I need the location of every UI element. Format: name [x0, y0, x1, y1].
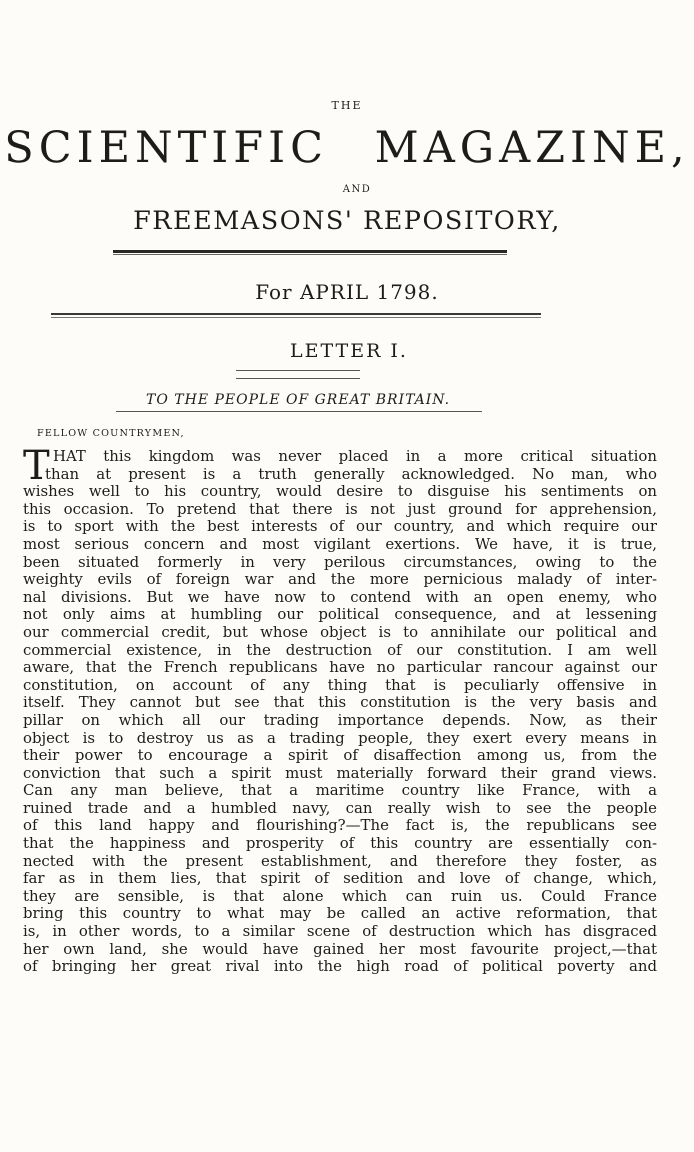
masthead-the: THE: [331, 99, 363, 112]
body-line: ruined trade and a humbled navy, can really wish to see the people: [23, 798, 657, 817]
address-rule: [116, 411, 482, 412]
body-line: object is to destroy us as a trading people, they exert every means in: [23, 728, 657, 747]
body-line: is to sport with the best interests of our country, and which require our: [23, 517, 657, 536]
body-line: conviction that such a spirit must materially forward their grand views.: [23, 763, 657, 782]
issue-prefix: For: [255, 280, 293, 304]
masthead-and: AND: [342, 184, 372, 195]
body-line: bring this country to what may be called an active reformation, that: [23, 904, 657, 923]
issue-rule-thin: [51, 317, 541, 318]
issue-date: [0, 280, 694, 304]
body-line: Can any man believe, that a maritime country like France, with a: [23, 781, 657, 800]
heading-rule-top: [236, 370, 360, 371]
body-line: pillar on which all our trading importance depends. Now, as their: [23, 710, 657, 729]
body-line: this occasion. To pretend that there is not just ground for apprehension,: [23, 499, 657, 518]
body-line: weighty evils of foreign war and the more pernicious malady of inter-: [23, 570, 657, 589]
salutation: FELLOW COUNTRYMEN,: [37, 428, 185, 439]
drop-cap: T: [23, 443, 50, 489]
body-line: nal divisions. But we have now to contend with an open enemy, who: [23, 587, 657, 606]
body-line: most serious concern and most vigilant exertions. We have, it is true,: [23, 534, 657, 553]
issue-year: 1798.: [376, 280, 439, 304]
letter-heading: LETTER I.: [290, 340, 408, 362]
body-line: aware, that the French republicans have no particular rancour against our: [23, 658, 657, 677]
body-line: nected with the present establishment, and therefore they foster, as: [23, 851, 657, 870]
body-line: her own land, she would have gained her most favourite project,—that: [23, 939, 657, 958]
body-line: been situated formerly in very perilous circumstances, owing to the: [23, 552, 657, 571]
magazine-subtitle: FREEMASONS' REPOSITORY,: [133, 206, 561, 236]
body-line: itself. They cannot but see that this constitution is the very basis and: [23, 693, 657, 712]
body-line: our commercial credit, but whose object is to annihilate our political and: [23, 622, 657, 641]
body-line: their power to encourage a spirit of disaffection among us, from the: [23, 746, 657, 765]
body-line: that the happiness and prosperity of this country are essentially con-: [23, 834, 657, 853]
title-rule-thin: [113, 254, 507, 255]
issue-rule: [51, 313, 541, 315]
body-line: they are sensible, is that alone which can ruin us. Could France: [23, 886, 657, 905]
body-line: far as in them lies, that spirit of sedition and love of change, which,: [23, 869, 657, 888]
body-line: not only aims at humbling our political consequence, and at lessening: [23, 605, 657, 624]
letter-address: TO THE PEOPLE OF GREAT BRITAIN.: [146, 392, 451, 408]
body-line: of this land happy and flourishing?—The fact is, the republicans see: [23, 816, 657, 835]
body-line: commercial existence, in the destruction of our constitution. I am well: [23, 640, 657, 659]
title-rule: [113, 250, 507, 253]
letter-body: [23, 443, 657, 976]
issue-month: APRIL: [299, 280, 370, 304]
body-line: HAT this kingdom was never placed in a more critical situation: [53, 447, 657, 465]
body-line: constitution, on account of any thing that is peculiarly offensive in: [23, 675, 657, 694]
heading-rule-bottom: [236, 378, 360, 379]
magazine-title: SCIENTIFIC MAGAZINE,: [4, 123, 690, 173]
body-line: is, in other words, to a similar scene of destruction which has disgraced: [23, 922, 657, 941]
body-line: than at present is a truth generally acknowledged. No man, who: [45, 464, 657, 483]
body-line: wishes well to his country, would desire to disguise his sentiments on: [23, 482, 657, 501]
body-line: of bringing her great rival into the high road of political poverty and: [23, 957, 657, 976]
